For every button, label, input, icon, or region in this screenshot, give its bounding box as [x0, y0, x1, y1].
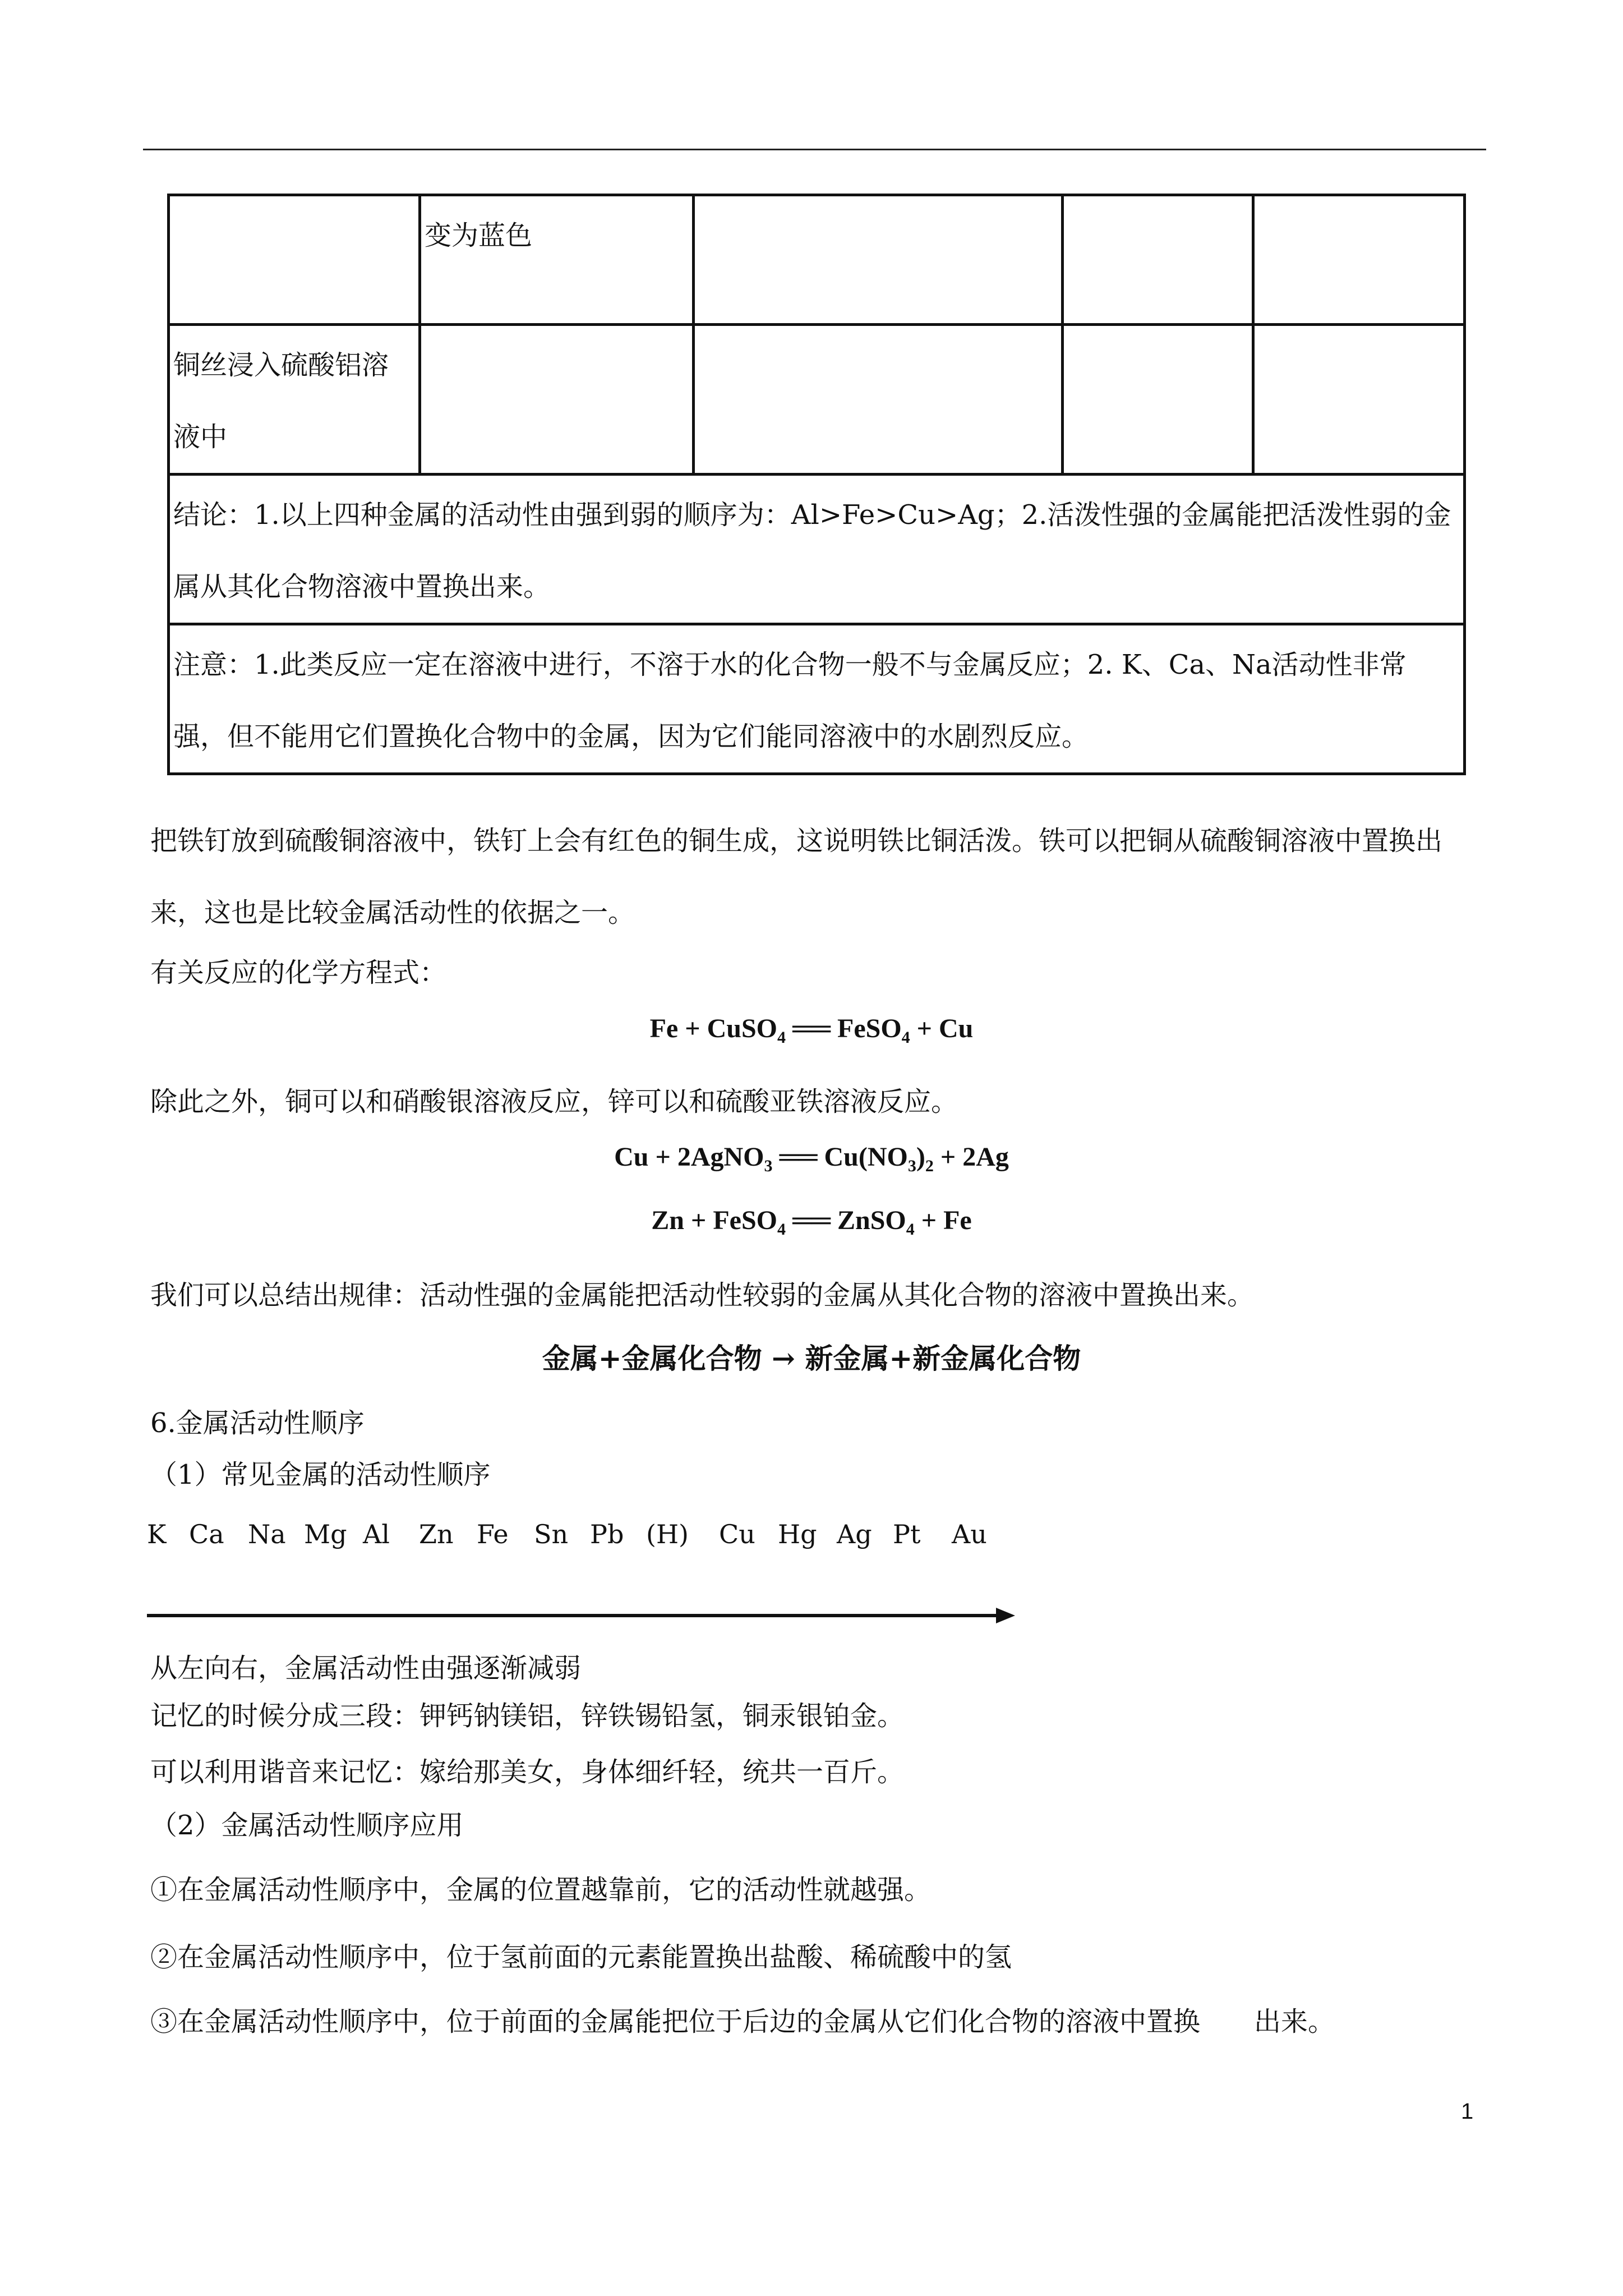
metal-symbol: Au — [952, 1519, 987, 1549]
metal-symbol: Cu — [719, 1519, 755, 1549]
metal-symbol: Na — [248, 1519, 286, 1549]
equation-intro: 有关反应的化学方程式： — [150, 957, 447, 988]
subsection-heading: （2）金属活动性顺序应用 — [150, 1810, 464, 1841]
metal-symbol: Pb — [590, 1519, 624, 1549]
table-row — [169, 624, 1465, 774]
application-item: ②在金属活动性顺序中，位于氢前面的元素能置换出盐酸、稀硫酸中的氢 — [150, 1941, 1012, 1973]
metal-symbol: Ca — [189, 1519, 224, 1549]
metal-symbol: Sn — [534, 1519, 569, 1549]
equation-zn-feso4: Zn + FeSO$_4$ ══ ZnSO$_4$ + Fe — [651, 1205, 972, 1239]
memory-tip-1: 记忆的时候分成三段：钾钙钠镁铝，锌铁锡铅氢，铜汞银铂金。 — [150, 1700, 905, 1732]
header-rule — [143, 149, 1486, 150]
table-row — [169, 195, 1465, 325]
metal-symbol: K — [147, 1519, 167, 1549]
metal-symbol: Pt — [893, 1519, 921, 1549]
memory-tip-2: 可以利用谐音来记忆：嫁给那美女，身体细纤轻，统共一百斤。 — [150, 1756, 905, 1788]
metal-symbol: Hg — [778, 1519, 817, 1549]
table-row — [169, 475, 1465, 624]
direction-note: 从左向右，金属活动性由强逐渐减弱 — [150, 1653, 582, 1684]
conclusion-cell: 结论：1.以上四种金属的活动性由强到弱的顺序为：Al>Fe>Cu>Ag；2.活泼性强的金属能把活泼性弱的金属从其化合物溶液中置换出来。 — [169, 475, 1465, 624]
arrow-right-icon — [996, 1608, 1015, 1623]
table-cell — [1063, 325, 1253, 475]
table-cell — [420, 325, 694, 475]
application-item: ①在金属活动性顺序中，金属的位置越靠前，它的活动性就越强。 — [150, 1874, 932, 1906]
table-cell — [1253, 195, 1465, 325]
metal-symbol: (H) — [646, 1519, 689, 1549]
table-row — [169, 325, 1465, 475]
table-cell — [694, 325, 1063, 475]
equation-cu-agno3: Cu + 2AgNO$_3$ ══ $Cu(NO_3)_2 + 2Ag$ — [614, 1142, 1009, 1175]
metal-symbol: Al — [363, 1519, 390, 1549]
table-cell — [1063, 195, 1253, 325]
table-cell — [694, 195, 1063, 325]
table-cell — [169, 195, 420, 325]
metal-symbol: Zn — [419, 1519, 454, 1549]
paragraph-rule: 我们可以总结出规律：活动性强的金属能把活动性较弱的金属从其化合物的溶液中置换出来。 — [150, 1280, 1255, 1311]
table-cell: 铜丝浸入硫酸铝溶液中 — [169, 325, 420, 475]
note-cell: 注意：1.此类反应一定在溶液中进行，不溶于水的化合物一般不与金属反应；2. K、Ca、Na活动性非常强，但不能用它们置换化合物中的金属，因为它们能同溶液中的水剧烈反应。 — [169, 624, 1465, 774]
paragraph-besides: 除此之外，铜可以和硝酸银溶液反应，锌可以和硫酸亚铁溶液反应。 — [150, 1086, 958, 1117]
application-item: ③在金属活动性顺序中，位于前面的金属能把位于后边的金属从它们化合物的溶液中置换 出来。 — [150, 2006, 1335, 2037]
subsection-heading: （1）常见金属的活动性顺序 — [150, 1459, 491, 1490]
metal-symbol: Fe — [477, 1519, 509, 1549]
general-formula: 金属+金属化合物 → 新金属+新金属化合物 — [542, 1342, 1081, 1375]
table-cell: 变为蓝色 — [420, 195, 694, 325]
activity-series — [147, 1519, 1044, 1558]
arrow-line — [147, 1614, 999, 1617]
metal-symbol: Mg — [304, 1519, 347, 1549]
section-heading: 6.金属活动性顺序 — [150, 1407, 365, 1439]
metal-symbol: Ag — [837, 1519, 872, 1549]
experiment-table — [167, 194, 1466, 775]
paragraph-iron-copper: 把铁钉放到硫酸铜溶液中，铁钉上会有红色的铜生成，这说明铁比铜活泼。铁可以把铜从硫酸铜溶液中置换出来，这也是比较金属活动性的依据之一。 — [150, 825, 1443, 928]
table-cell — [1253, 325, 1465, 475]
page-number: 1 — [1461, 2099, 1474, 2124]
equation-fe-cuso4: Fe + CuSO$_4$ ══ FeSO$_4$ + Cu — [649, 1014, 974, 1047]
